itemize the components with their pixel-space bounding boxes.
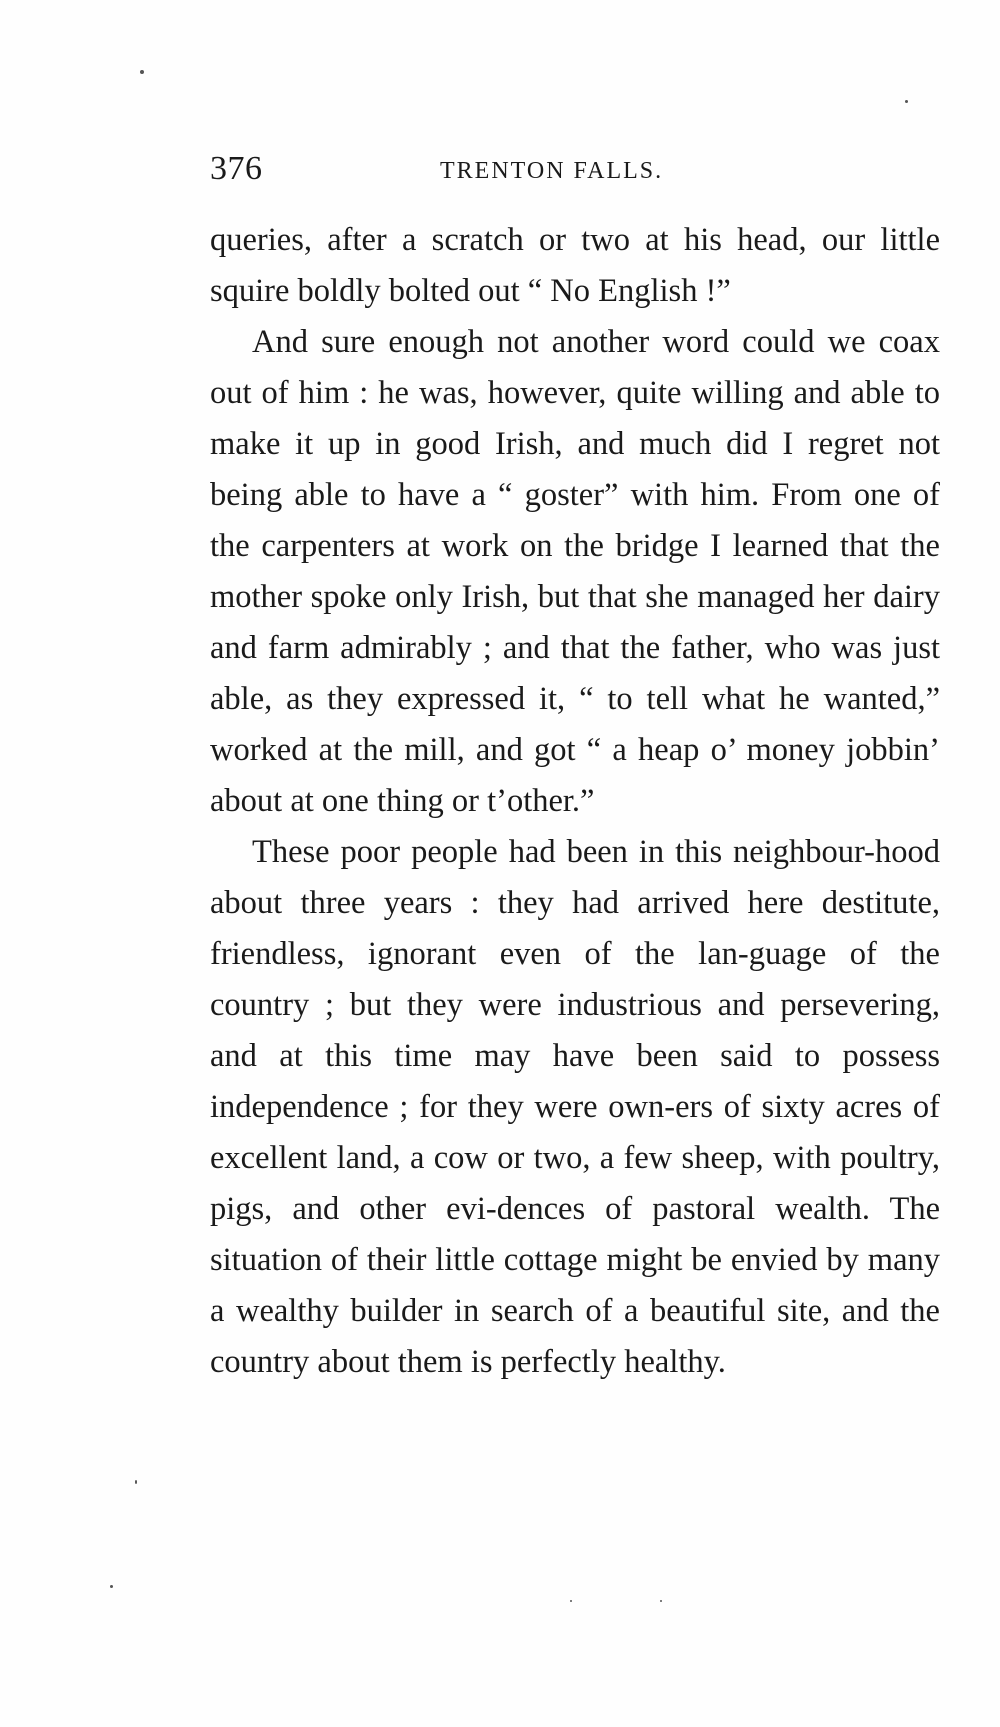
page-number: 376 [210, 150, 263, 187]
scan-speck [135, 1480, 137, 1484]
paragraph-neighbourhood: These poor people had been in this neighbour-hood about three years : they had arrived here destitute, friendless, ignorant even of the lan-guage of the country ; but they were industrious and persevering, and at this time may have been said to possess independence ; for they were own-ers of sixty acres of excellent land, a cow or two, a few sheep, with poultry, pigs, and other evi-dences of pastoral wealth. The situation of their little cottage might be envied by many a wealthy builder in search of a beautiful site, and the country about them is perfectly healthy. [210, 834, 940, 1380]
scan-speck [905, 100, 908, 103]
scan-speck [570, 1600, 572, 1602]
scan-speck [110, 1585, 113, 1588]
running-head [210, 150, 940, 190]
body-text [210, 215, 940, 1388]
paragraph-continued: queries, after a scratch or two at his head, our little squire boldly bolted out “ No English !” [210, 222, 940, 309]
scan-speck [660, 1600, 662, 1602]
running-title: TRENTON FALLS. [440, 158, 664, 184]
scan-speck [140, 70, 144, 74]
paragraph-irish-conversation: And sure enough not another word could we coax out of him : he was, however, quite willing and able to make it up in good Irish, and much did I regret not being able to have a “ goster” with him. From one of the carpenters at work on the bridge I learned that the mother spoke only Irish, but that she managed her dairy and farm admirably ; and that the father, who was just able, as they expressed it, “ to tell what he wanted,” worked at the mill, and got “ a heap o’ money jobbin’ about at one thing or t’other.” [210, 324, 940, 819]
